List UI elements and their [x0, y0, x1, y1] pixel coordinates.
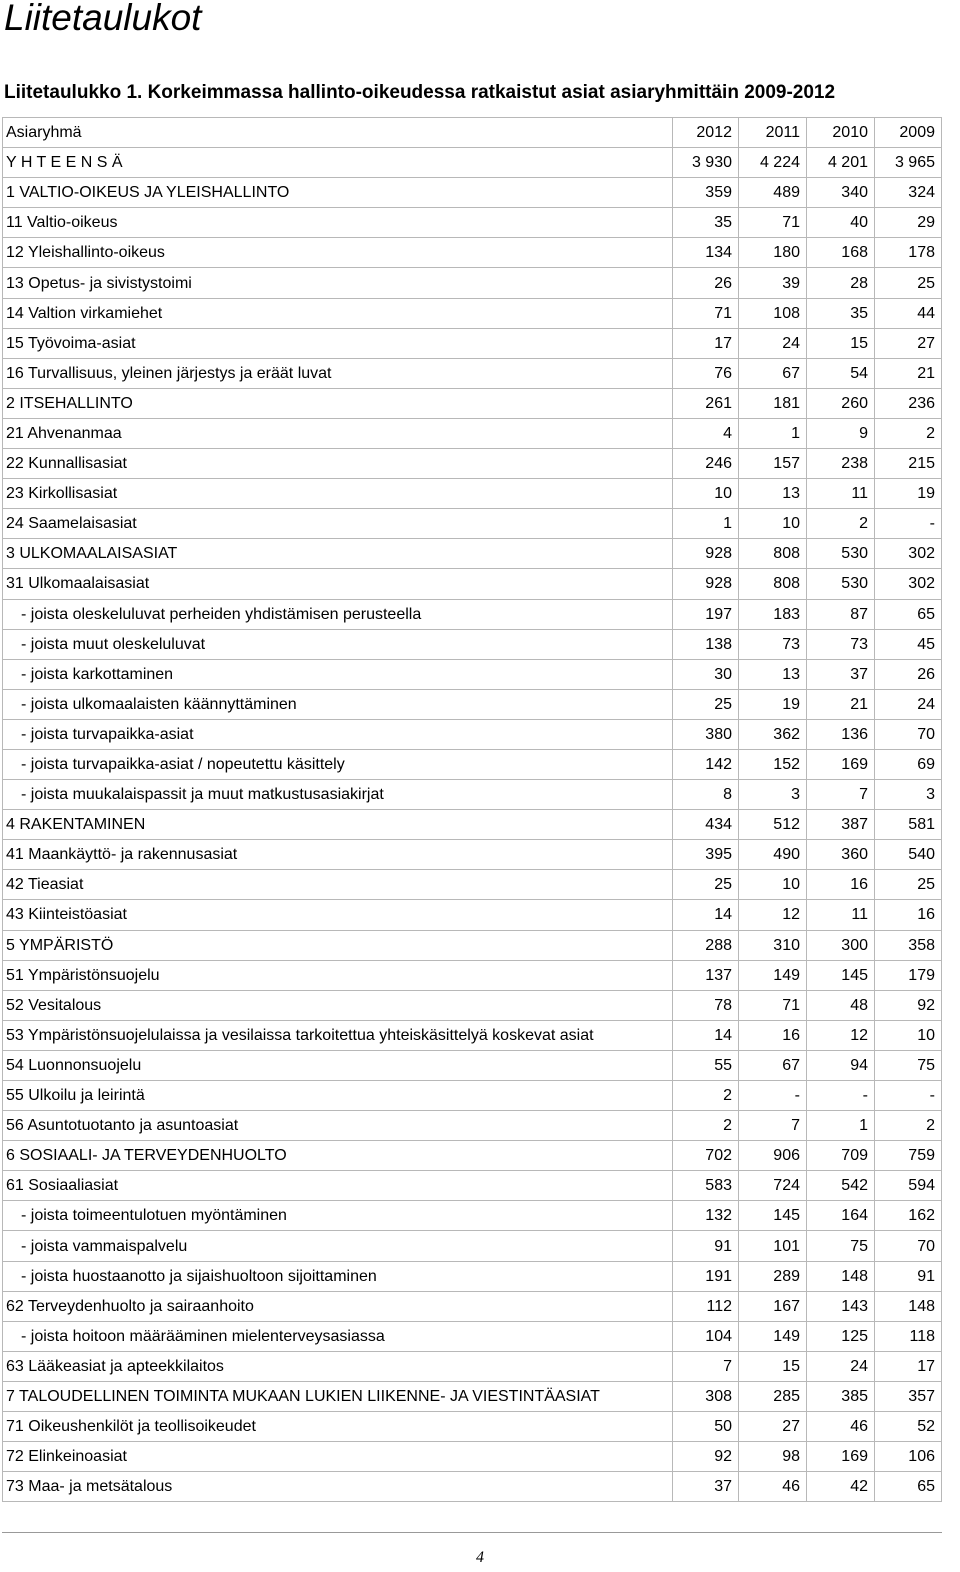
cell-2010: 2 [807, 509, 875, 539]
cell-2012: 434 [673, 810, 739, 840]
cell-2011: 149 [739, 1321, 807, 1351]
cell-2010: 42 [807, 1472, 875, 1502]
row-label: 72 Elinkeinoasiat [3, 1442, 673, 1472]
cell-2010: 40 [807, 208, 875, 238]
row-label: - joista hoitoon määrääminen mielenterveysasiassa [3, 1321, 673, 1351]
cell-2011: 157 [739, 449, 807, 479]
cell-2010: 7 [807, 780, 875, 810]
cell-2012: 25 [673, 870, 739, 900]
cell-2011: 181 [739, 388, 807, 418]
cell-2009: 92 [875, 990, 942, 1020]
cell-2012: 142 [673, 749, 739, 779]
cell-2009: 29 [875, 208, 942, 238]
row-label: - joista karkottaminen [3, 659, 673, 689]
row-label: - joista huostaanotto ja sijaishuoltoon sijoittaminen [3, 1261, 673, 1291]
row-label: 61 Sosiaaliasiat [3, 1171, 673, 1201]
row-label: 11 Valtio-oikeus [3, 208, 673, 238]
row-label: 21 Ahvenanmaa [3, 418, 673, 448]
cell-2012: 191 [673, 1261, 739, 1291]
table-row [3, 1111, 942, 1141]
cell-2011: 101 [739, 1231, 807, 1261]
cell-2009: 302 [875, 539, 942, 569]
cell-2012: 197 [673, 599, 739, 629]
table-row [3, 358, 942, 388]
table-row [3, 449, 942, 479]
cell-2011: 10 [739, 870, 807, 900]
cell-2010: 54 [807, 358, 875, 388]
cell-2011: 73 [739, 629, 807, 659]
table-row [3, 1231, 942, 1261]
cell-2010: 48 [807, 990, 875, 1020]
table-row [3, 1171, 942, 1201]
cell-2011: 108 [739, 298, 807, 328]
cell-2012: 76 [673, 358, 739, 388]
cell-2010: 530 [807, 539, 875, 569]
table-row [3, 1141, 942, 1171]
cell-2012: 395 [673, 840, 739, 870]
table-body [3, 148, 942, 1502]
cell-2009: 3 [875, 780, 942, 810]
table-row [3, 178, 942, 208]
cell-2012: 583 [673, 1171, 739, 1201]
cell-2009: 10 [875, 1020, 942, 1050]
cell-2011: 289 [739, 1261, 807, 1291]
row-label: 12 Yleishallinto-oikeus [3, 238, 673, 268]
cell-2010: 12 [807, 1020, 875, 1050]
cell-2012: 380 [673, 719, 739, 749]
cell-2011: 362 [739, 719, 807, 749]
cell-2010: 169 [807, 749, 875, 779]
cell-2012: 1 [673, 509, 739, 539]
table-row [3, 629, 942, 659]
cell-2011: 7 [739, 1111, 807, 1141]
cell-2009: 2 [875, 1111, 942, 1141]
cell-2009: 357 [875, 1381, 942, 1411]
cell-2011: 15 [739, 1351, 807, 1381]
cell-2012: 928 [673, 539, 739, 569]
cell-2012: 132 [673, 1201, 739, 1231]
cell-2011: 13 [739, 479, 807, 509]
table-row [3, 1412, 942, 1442]
row-label: 23 Kirkollisasiat [3, 479, 673, 509]
cell-2010: 145 [807, 960, 875, 990]
row-label: 24 Saamelaisasiat [3, 509, 673, 539]
table-row [3, 479, 942, 509]
cell-2011: 71 [739, 208, 807, 238]
row-label: 1 VALTIO-OIKEUS JA YLEISHALLINTO [3, 178, 673, 208]
cell-2009: 65 [875, 1472, 942, 1502]
cell-2009: 324 [875, 178, 942, 208]
cell-2012: 359 [673, 178, 739, 208]
cell-2009: 759 [875, 1141, 942, 1171]
row-label: 14 Valtion virkamiehet [3, 298, 673, 328]
cell-2010: 11 [807, 479, 875, 509]
cell-2012: 308 [673, 1381, 739, 1411]
cell-2010: 300 [807, 930, 875, 960]
cell-2012: 25 [673, 689, 739, 719]
table-row [3, 298, 942, 328]
cell-2009: 45 [875, 629, 942, 659]
row-label: 3 ULKOMAALAISASIAT [3, 539, 673, 569]
table-row [3, 900, 942, 930]
cell-2011: 39 [739, 268, 807, 298]
cell-2010: 4 201 [807, 148, 875, 178]
cell-2009: 236 [875, 388, 942, 418]
cell-2009: 148 [875, 1291, 942, 1321]
cell-2010: 387 [807, 810, 875, 840]
table-row [3, 388, 942, 418]
table-row [3, 539, 942, 569]
table-row [3, 1381, 942, 1411]
table-row [3, 599, 942, 629]
row-label: 43 Kiinteistöasiat [3, 900, 673, 930]
row-label: 5 YMPÄRISTÖ [3, 930, 673, 960]
data-table [2, 117, 942, 1502]
cell-2012: 17 [673, 328, 739, 358]
cell-2009: 44 [875, 298, 942, 328]
cell-2012: 928 [673, 569, 739, 599]
cell-2009: 106 [875, 1442, 942, 1472]
column-header-2009: 2009 [875, 118, 942, 148]
cell-2011: 808 [739, 539, 807, 569]
page-number: 4 [476, 1549, 484, 1566]
cell-2009: 65 [875, 599, 942, 629]
row-label: 7 TALOUDELLINEN TOIMINTA MUKAAN LUKIEN LIIKENNE- JA VIESTINTÄASIAT [3, 1381, 673, 1411]
table-row [3, 689, 942, 719]
cell-2011: 67 [739, 1050, 807, 1080]
cell-2009: 27 [875, 328, 942, 358]
cell-2011: 12 [739, 900, 807, 930]
cell-2011: 98 [739, 1442, 807, 1472]
cell-2009: 2 [875, 418, 942, 448]
row-label: - joista vammaispalvelu [3, 1231, 673, 1261]
cell-2012: 4 [673, 418, 739, 448]
row-label: 71 Oikeushenkilöt ja teollisoikeudet [3, 1412, 673, 1442]
cell-2010: 260 [807, 388, 875, 418]
cell-2011: 152 [739, 749, 807, 779]
cell-2009: 19 [875, 479, 942, 509]
cell-2011: 145 [739, 1201, 807, 1231]
column-header-asiaryhma: Asiaryhmä [3, 118, 673, 148]
cell-2009: 70 [875, 1231, 942, 1261]
column-header-2010: 2010 [807, 118, 875, 148]
cell-2011: 183 [739, 599, 807, 629]
cell-2010: 94 [807, 1050, 875, 1080]
table-row [3, 1261, 942, 1291]
cell-2010: 168 [807, 238, 875, 268]
cell-2009: 21 [875, 358, 942, 388]
cell-2010: 28 [807, 268, 875, 298]
cell-2012: 112 [673, 1291, 739, 1321]
row-label: 6 SOSIAALI- JA TERVEYDENHUOLTO [3, 1141, 673, 1171]
cell-2012: 50 [673, 1412, 739, 1442]
cell-2011: 46 [739, 1472, 807, 1502]
table-row [3, 1291, 942, 1321]
row-label: 63 Lääkeasiat ja apteekkilaitos [3, 1351, 673, 1381]
cell-2009: 26 [875, 659, 942, 689]
cell-2009: 69 [875, 749, 942, 779]
cell-2011: 16 [739, 1020, 807, 1050]
cell-2010: 24 [807, 1351, 875, 1381]
cell-2010: 75 [807, 1231, 875, 1261]
cell-2012: 138 [673, 629, 739, 659]
cell-2009: - [875, 1081, 942, 1111]
table-row [3, 268, 942, 298]
cell-2009: 25 [875, 870, 942, 900]
cell-2010: 169 [807, 1442, 875, 1472]
cell-2012: 30 [673, 659, 739, 689]
cell-2010: 148 [807, 1261, 875, 1291]
cell-2010: 37 [807, 659, 875, 689]
column-header-2011: 2011 [739, 118, 807, 148]
table-row [3, 1081, 942, 1111]
cell-2011: 24 [739, 328, 807, 358]
row-label: 42 Tieasiat [3, 870, 673, 900]
cell-2010: 1 [807, 1111, 875, 1141]
cell-2009: - [875, 509, 942, 539]
row-label: - joista oleskeluluvat perheiden yhdistämisen perusteella [3, 599, 673, 629]
row-label: - joista turvapaikka-asiat [3, 719, 673, 749]
row-label: 41 Maankäyttö- ja rakennusasiat [3, 840, 673, 870]
table-row [3, 1020, 942, 1050]
cell-2012: 14 [673, 1020, 739, 1050]
row-label: 2 ITSEHALLINTO [3, 388, 673, 418]
cell-2012: 3 930 [673, 148, 739, 178]
cell-2009: 594 [875, 1171, 942, 1201]
table-row [3, 238, 942, 268]
cell-2009: 17 [875, 1351, 942, 1381]
cell-2012: 8 [673, 780, 739, 810]
table-row [3, 659, 942, 689]
column-header-2012: 2012 [673, 118, 739, 148]
row-label: - joista muut oleskeluluvat [3, 629, 673, 659]
cell-2010: 46 [807, 1412, 875, 1442]
cell-2012: 2 [673, 1111, 739, 1141]
cell-2009: 302 [875, 569, 942, 599]
row-label: 54 Luonnonsuojelu [3, 1050, 673, 1080]
cell-2010: 238 [807, 449, 875, 479]
cell-2010: 21 [807, 689, 875, 719]
table-row [3, 1050, 942, 1080]
cell-2010: 11 [807, 900, 875, 930]
cell-2012: 14 [673, 900, 739, 930]
cell-2009: 52 [875, 1412, 942, 1442]
table-row [3, 418, 942, 448]
cell-2010: 385 [807, 1381, 875, 1411]
cell-2011: 167 [739, 1291, 807, 1321]
row-label: - joista ulkomaalaisten käännyttäminen [3, 689, 673, 719]
cell-2012: 137 [673, 960, 739, 990]
cell-2011: 512 [739, 810, 807, 840]
table-row [3, 569, 942, 599]
cell-2011: 10 [739, 509, 807, 539]
cell-2011: 149 [739, 960, 807, 990]
cell-2011: 180 [739, 238, 807, 268]
cell-2009: 91 [875, 1261, 942, 1291]
cell-2009: 3 965 [875, 148, 942, 178]
cell-2009: 24 [875, 689, 942, 719]
row-label: 53 Ympäristönsuojelulaissa ja vesilaissa tarkoitettua yhteiskäsittelyä koskevat asiat [3, 1020, 673, 1050]
cell-2012: 10 [673, 479, 739, 509]
cell-2012: 104 [673, 1321, 739, 1351]
cell-2010: 125 [807, 1321, 875, 1351]
cell-2011: 906 [739, 1141, 807, 1171]
table-row [3, 1351, 942, 1381]
table-row [3, 749, 942, 779]
table-row [3, 810, 942, 840]
cell-2011: 27 [739, 1412, 807, 1442]
row-label: - joista muukalaispassit ja muut matkustusasiakirjat [3, 780, 673, 810]
row-label: 16 Turvallisuus, yleinen järjestys ja eräät luvat [3, 358, 673, 388]
row-label: 62 Terveydenhuolto ja sairaanhoito [3, 1291, 673, 1321]
table-row [3, 1442, 942, 1472]
row-label: 52 Vesitalous [3, 990, 673, 1020]
cell-2012: 55 [673, 1050, 739, 1080]
cell-2012: 261 [673, 388, 739, 418]
cell-2012: 246 [673, 449, 739, 479]
cell-2010: 530 [807, 569, 875, 599]
table-row [3, 1472, 942, 1502]
cell-2011: 71 [739, 990, 807, 1020]
table-row [3, 208, 942, 238]
cell-2011: - [739, 1081, 807, 1111]
cell-2012: 134 [673, 238, 739, 268]
cell-2012: 71 [673, 298, 739, 328]
cell-2011: 1 [739, 418, 807, 448]
cell-2012: 78 [673, 990, 739, 1020]
cell-2009: 75 [875, 1050, 942, 1080]
row-label: - joista turvapaikka-asiat / nopeutettu käsittely [3, 749, 673, 779]
cell-2011: 3 [739, 780, 807, 810]
cell-2009: 179 [875, 960, 942, 990]
table-row [3, 780, 942, 810]
row-label: 22 Kunnallisasiat [3, 449, 673, 479]
footer-divider [2, 1532, 942, 1533]
cell-2009: 70 [875, 719, 942, 749]
cell-2010: 15 [807, 328, 875, 358]
cell-2010: 143 [807, 1291, 875, 1321]
cell-2009: 118 [875, 1321, 942, 1351]
cell-2009: 358 [875, 930, 942, 960]
page-title: Liitetaulukot [4, 0, 202, 38]
cell-2009: 16 [875, 900, 942, 930]
cell-2012: 26 [673, 268, 739, 298]
cell-2012: 702 [673, 1141, 739, 1171]
table-row [3, 870, 942, 900]
cell-2010: 9 [807, 418, 875, 448]
table-caption: Liitetaulukko 1. Korkeimmassa hallinto-oikeudessa ratkaistut asiat asiaryhmittäin 2009-2012 [4, 82, 836, 103]
cell-2011: 489 [739, 178, 807, 208]
cell-2012: 7 [673, 1351, 739, 1381]
cell-2009: 540 [875, 840, 942, 870]
table-row [3, 960, 942, 990]
row-label: 51 Ympäristönsuojelu [3, 960, 673, 990]
cell-2010: 542 [807, 1171, 875, 1201]
cell-2010: 164 [807, 1201, 875, 1231]
row-label: - joista toimeentulotuen myöntäminen [3, 1201, 673, 1231]
cell-2012: 91 [673, 1231, 739, 1261]
cell-2010: - [807, 1081, 875, 1111]
table-row [3, 148, 942, 178]
cell-2010: 360 [807, 840, 875, 870]
row-label: Y H T E E N S Ä [3, 148, 673, 178]
cell-2012: 37 [673, 1472, 739, 1502]
cell-2010: 340 [807, 178, 875, 208]
cell-2010: 136 [807, 719, 875, 749]
cell-2011: 724 [739, 1171, 807, 1201]
row-label: 55 Ulkoilu ja leirintä [3, 1081, 673, 1111]
table-row [3, 1201, 942, 1231]
table-row [3, 1321, 942, 1351]
table-row [3, 840, 942, 870]
row-label: 13 Opetus- ja sivistystoimi [3, 268, 673, 298]
cell-2011: 13 [739, 659, 807, 689]
cell-2010: 73 [807, 629, 875, 659]
cell-2010: 87 [807, 599, 875, 629]
cell-2010: 35 [807, 298, 875, 328]
cell-2011: 67 [739, 358, 807, 388]
table-header-row [3, 118, 942, 148]
table-row [3, 990, 942, 1020]
row-label: 15 Työvoima-asiat [3, 328, 673, 358]
table-row [3, 719, 942, 749]
cell-2011: 490 [739, 840, 807, 870]
cell-2012: 288 [673, 930, 739, 960]
cell-2012: 2 [673, 1081, 739, 1111]
row-label: 56 Asuntotuotanto ja asuntoasiat [3, 1111, 673, 1141]
cell-2012: 35 [673, 208, 739, 238]
row-label: 4 RAKENTAMINEN [3, 810, 673, 840]
cell-2009: 162 [875, 1201, 942, 1231]
cell-2011: 19 [739, 689, 807, 719]
cell-2011: 808 [739, 569, 807, 599]
row-label: 31 Ulkomaalaisasiat [3, 569, 673, 599]
cell-2009: 581 [875, 810, 942, 840]
cell-2011: 285 [739, 1381, 807, 1411]
cell-2010: 16 [807, 870, 875, 900]
cell-2009: 178 [875, 238, 942, 268]
cell-2009: 25 [875, 268, 942, 298]
cell-2011: 4 224 [739, 148, 807, 178]
cell-2011: 310 [739, 930, 807, 960]
table-row [3, 328, 942, 358]
cell-2012: 92 [673, 1442, 739, 1472]
cell-2010: 709 [807, 1141, 875, 1171]
cell-2009: 215 [875, 449, 942, 479]
table-row [3, 930, 942, 960]
table-row [3, 509, 942, 539]
row-label: 73 Maa- ja metsätalous [3, 1472, 673, 1502]
